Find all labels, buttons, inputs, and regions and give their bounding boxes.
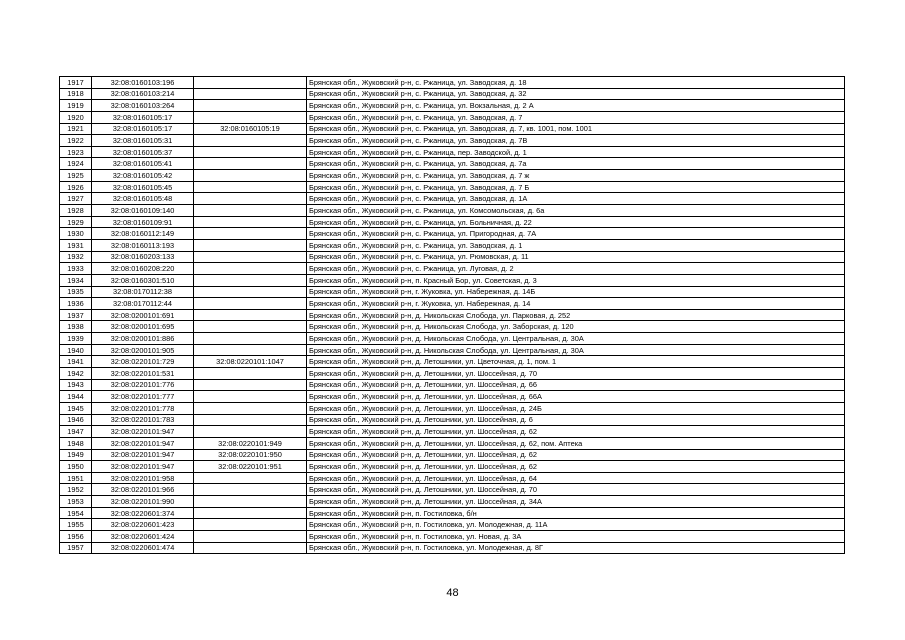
row-number-cell: 1923 bbox=[60, 146, 92, 158]
cadastral-number-cell: 32:08:0200101:886 bbox=[92, 333, 194, 345]
cadastral-number-cell: 32:08:0160105:37 bbox=[92, 146, 194, 158]
row-number-cell: 1952 bbox=[60, 484, 92, 496]
cadastral-number-cell: 32:08:0220601:424 bbox=[92, 530, 194, 542]
address-cell: Брянская обл., Жуковский р-н, с. Ржаница, ул. Заводская, д. 18 bbox=[307, 77, 845, 89]
cadastral-number-cell: 32:08:0160301:510 bbox=[92, 274, 194, 286]
row-number-cell: 1921 bbox=[60, 123, 92, 135]
address-cell: Брянская обл., Жуковский р-н, г. Жуковка, ул. Набережная, д. 14 bbox=[307, 298, 845, 310]
sub-cadastral-number-cell bbox=[194, 216, 307, 228]
sub-cadastral-number-cell bbox=[194, 111, 307, 123]
address-cell: Брянская обл., Жуковский р-н, с. Ржаница, ул. Заводская, д. 7В bbox=[307, 135, 845, 147]
table-row bbox=[60, 530, 845, 542]
table-row bbox=[60, 170, 845, 182]
sub-cadastral-number-cell: 32:08:0220101:950 bbox=[194, 449, 307, 461]
table-row bbox=[60, 77, 845, 89]
sub-cadastral-number-cell bbox=[194, 228, 307, 240]
sub-cadastral-number-cell bbox=[194, 170, 307, 182]
sub-cadastral-number-cell bbox=[194, 402, 307, 414]
table-row bbox=[60, 146, 845, 158]
table-row bbox=[60, 263, 845, 275]
row-number-cell: 1941 bbox=[60, 356, 92, 368]
address-cell: Брянская обл., Жуковский р-н, с. Ржаница, пер. Заводской, д. 1 bbox=[307, 146, 845, 158]
cadastral-number-cell: 32:08:0160103:214 bbox=[92, 88, 194, 100]
sub-cadastral-number-cell bbox=[194, 496, 307, 508]
address-cell: Брянская обл., Жуковский р-н, с. Ржаница, ул. Заводская, д. 7, кв. 1001, пом. 1001 bbox=[307, 123, 845, 135]
table-row bbox=[60, 426, 845, 438]
cadastral-number-cell: 32:08:0160109:140 bbox=[92, 205, 194, 217]
cadastral-number-cell: 32:08:0220101:777 bbox=[92, 391, 194, 403]
table-row bbox=[60, 461, 845, 473]
table-row bbox=[60, 333, 845, 345]
address-cell: Брянская обл., Жуковский р-н, д. Летошники, ул. Шоссейная, д. 62 bbox=[307, 461, 845, 473]
row-number-cell: 1925 bbox=[60, 170, 92, 182]
sub-cadastral-number-cell bbox=[194, 368, 307, 380]
address-cell: Брянская обл., Жуковский р-н, с. Ржаница, ул. Заводская, д. 7 ж bbox=[307, 170, 845, 182]
sub-cadastral-number-cell bbox=[194, 333, 307, 345]
row-number-cell: 1934 bbox=[60, 274, 92, 286]
table-row bbox=[60, 414, 845, 426]
table-row bbox=[60, 100, 845, 112]
cadastral-number-cell: 32:08:0160105:42 bbox=[92, 170, 194, 182]
cadastral-number-cell: 32:08:0220101:958 bbox=[92, 472, 194, 484]
cadastral-number-cell: 32:08:0220101:776 bbox=[92, 379, 194, 391]
table-row bbox=[60, 135, 845, 147]
table-row bbox=[60, 472, 845, 484]
cadastral-number-cell: 32:08:0220101:531 bbox=[92, 368, 194, 380]
cadastral-number-cell: 32:08:0200101:905 bbox=[92, 344, 194, 356]
row-number-cell: 1917 bbox=[60, 77, 92, 89]
address-cell: Брянская обл., Жуковский р-н, п. Гостиловка, б/н bbox=[307, 507, 845, 519]
cadastral-number-cell: 32:08:0170112:38 bbox=[92, 286, 194, 298]
row-number-cell: 1927 bbox=[60, 193, 92, 205]
cadastral-number-cell: 32:08:0200101:691 bbox=[92, 309, 194, 321]
row-number-cell: 1922 bbox=[60, 135, 92, 147]
address-cell: Брянская обл., Жуковский р-н, д. Летошники, ул. Шоссейная, д. 64 bbox=[307, 472, 845, 484]
address-cell: Брянская обл., Жуковский р-н, с. Ржаница, ул. Заводская, д. 1 bbox=[307, 239, 845, 251]
row-number-cell: 1942 bbox=[60, 368, 92, 380]
cadastral-number-cell: 32:08:0200101:695 bbox=[92, 321, 194, 333]
table-row bbox=[60, 298, 845, 310]
table-row bbox=[60, 507, 845, 519]
cadastral-number-cell: 32:08:0220101:778 bbox=[92, 402, 194, 414]
cadastral-number-cell: 32:08:0220101:966 bbox=[92, 484, 194, 496]
address-cell: Брянская обл., Жуковский р-н, д. Никольская Слобода, ул. Центральная, д. 30А bbox=[307, 344, 845, 356]
cadastral-number-cell: 32:08:0160105:45 bbox=[92, 181, 194, 193]
address-cell: Брянская обл., Жуковский р-н, д. Летошники, ул. Шоссейная, д. 34А bbox=[307, 496, 845, 508]
row-number-cell: 1955 bbox=[60, 519, 92, 531]
cadastral-number-cell: 32:08:0220101:947 bbox=[92, 461, 194, 473]
address-cell: Брянская обл., Жуковский р-н, с. Ржаница, ул. Заводская, д. 1А bbox=[307, 193, 845, 205]
table-row bbox=[60, 449, 845, 461]
table-row bbox=[60, 356, 845, 368]
cadastral-number-cell: 32:08:0220601:423 bbox=[92, 519, 194, 531]
address-cell: Брянская обл., Жуковский р-н, д. Летошники, ул. Шоссейная, д. 66 bbox=[307, 379, 845, 391]
cadastral-number-cell: 32:08:0160112:149 bbox=[92, 228, 194, 240]
row-number-cell: 1951 bbox=[60, 472, 92, 484]
row-number-cell: 1930 bbox=[60, 228, 92, 240]
sub-cadastral-number-cell bbox=[194, 88, 307, 100]
table-row bbox=[60, 228, 845, 240]
address-cell: Брянская обл., Жуковский р-н, д. Летошники, ул. Шоссейная, д. 70 bbox=[307, 484, 845, 496]
row-number-cell: 1918 bbox=[60, 88, 92, 100]
address-cell: Брянская обл., Жуковский р-н, д. Летошники, ул. Шоссейная, д. 70 bbox=[307, 368, 845, 380]
address-cell: Брянская обл., Жуковский р-н, д. Летошники, ул. Шоссейная, д. 62 bbox=[307, 426, 845, 438]
cadastral-number-cell: 32:08:0220101:990 bbox=[92, 496, 194, 508]
cadastral-number-cell: 32:08:0220601:474 bbox=[92, 542, 194, 554]
row-number-cell: 1950 bbox=[60, 461, 92, 473]
table-row bbox=[60, 344, 845, 356]
address-cell: Брянская обл., Жуковский р-н, д. Никольская Слобода, ул. Центральная, д. 30А bbox=[307, 333, 845, 345]
row-number-cell: 1932 bbox=[60, 251, 92, 263]
address-cell: Брянская обл., Жуковский р-н, д. Летошники, ул. Шоссейная, д. 6 bbox=[307, 414, 845, 426]
address-cell: Брянская обл., Жуковский р-н, с. Ржаница, ул. Больничная, д. 22 bbox=[307, 216, 845, 228]
table-row bbox=[60, 286, 845, 298]
row-number-cell: 1939 bbox=[60, 333, 92, 345]
sub-cadastral-number-cell bbox=[194, 391, 307, 403]
table-row bbox=[60, 496, 845, 508]
address-cell: Брянская обл., Жуковский р-н, с. Ржаница, ул. Комсомольская, д. 6а bbox=[307, 205, 845, 217]
cadastral-number-cell: 32:08:0160105:31 bbox=[92, 135, 194, 147]
sub-cadastral-number-cell: 32:08:0160105:19 bbox=[194, 123, 307, 135]
sub-cadastral-number-cell bbox=[194, 193, 307, 205]
row-number-cell: 1954 bbox=[60, 507, 92, 519]
address-cell: Брянская обл., Жуковский р-н, с. Ржаница, ул. Заводская, д. 32 bbox=[307, 88, 845, 100]
address-cell: Брянская обл., Жуковский р-н, д. Летошники, ул. Шоссейная, д. 24Б bbox=[307, 402, 845, 414]
table-row bbox=[60, 193, 845, 205]
table-row bbox=[60, 251, 845, 263]
sub-cadastral-number-cell bbox=[194, 158, 307, 170]
address-cell: Брянская обл., Жуковский р-н, д. Летошники, ул. Шоссейная, д. 62 bbox=[307, 449, 845, 461]
table-row bbox=[60, 216, 845, 228]
sub-cadastral-number-cell bbox=[194, 519, 307, 531]
sub-cadastral-number-cell bbox=[194, 309, 307, 321]
address-cell: Брянская обл., Жуковский р-н, д. Летошники, ул. Шоссейная, д. 66А bbox=[307, 391, 845, 403]
sub-cadastral-number-cell bbox=[194, 484, 307, 496]
sub-cadastral-number-cell bbox=[194, 205, 307, 217]
sub-cadastral-number-cell bbox=[194, 251, 307, 263]
address-cell: Брянская обл., Жуковский р-н, д. Летошники, ул. Шоссейная, д. 62, пом. Аптека bbox=[307, 437, 845, 449]
cadastral-number-cell: 32:08:0160105:17 bbox=[92, 123, 194, 135]
address-cell: Брянская обл., Жуковский р-н, с. Ржаница, ул. Заводская, д. 7а bbox=[307, 158, 845, 170]
address-cell: Брянская обл., Жуковский р-н, с. Ржаница, ул. Рюмовская, д. 11 bbox=[307, 251, 845, 263]
address-cell: Брянская обл., Жуковский р-н, с. Ржаница, ул. Заводская, д. 7 Б bbox=[307, 181, 845, 193]
address-cell: Брянская обл., Жуковский р-н, с. Ржаница, ул. Заводская, д. 7 bbox=[307, 111, 845, 123]
cadastral-number-cell: 32:08:0160103:264 bbox=[92, 100, 194, 112]
address-cell: Брянская обл., Жуковский р-н, д. Никольская Слобода, ул. Парковая, д. 252 bbox=[307, 309, 845, 321]
sub-cadastral-number-cell bbox=[194, 146, 307, 158]
table-row bbox=[60, 484, 845, 496]
row-number-cell: 1943 bbox=[60, 379, 92, 391]
row-number-cell: 1940 bbox=[60, 344, 92, 356]
cadastral-number-cell: 32:08:0220101:947 bbox=[92, 449, 194, 461]
row-number-cell: 1956 bbox=[60, 530, 92, 542]
table-row bbox=[60, 402, 845, 414]
address-cell: Брянская обл., Жуковский р-н, д. Никольская Слобода, ул. Заборская, д. 120 bbox=[307, 321, 845, 333]
cadastral-number-cell: 32:08:0160105:17 bbox=[92, 111, 194, 123]
table-row bbox=[60, 88, 845, 100]
row-number-cell: 1945 bbox=[60, 402, 92, 414]
sub-cadastral-number-cell bbox=[194, 344, 307, 356]
row-number-cell: 1947 bbox=[60, 426, 92, 438]
sub-cadastral-number-cell bbox=[194, 274, 307, 286]
row-number-cell: 1924 bbox=[60, 158, 92, 170]
sub-cadastral-number-cell bbox=[194, 263, 307, 275]
address-cell: Брянская обл., Жуковский р-н, г. Жуковка, ул. Набережная, д. 14Б bbox=[307, 286, 845, 298]
sub-cadastral-number-cell bbox=[194, 530, 307, 542]
cadastral-number-cell: 32:08:0220101:947 bbox=[92, 426, 194, 438]
sub-cadastral-number-cell bbox=[194, 298, 307, 310]
row-number-cell: 1926 bbox=[60, 181, 92, 193]
table-row bbox=[60, 542, 845, 554]
sub-cadastral-number-cell bbox=[194, 426, 307, 438]
row-number-cell: 1937 bbox=[60, 309, 92, 321]
row-number-cell: 1936 bbox=[60, 298, 92, 310]
row-number-cell: 1948 bbox=[60, 437, 92, 449]
table-row bbox=[60, 239, 845, 251]
row-number-cell: 1935 bbox=[60, 286, 92, 298]
cadastral-number-cell: 32:08:0220101:947 bbox=[92, 437, 194, 449]
cadastral-number-cell: 32:08:0160208:220 bbox=[92, 263, 194, 275]
row-number-cell: 1938 bbox=[60, 321, 92, 333]
cadastral-number-cell: 32:08:0160109:91 bbox=[92, 216, 194, 228]
row-number-cell: 1933 bbox=[60, 263, 92, 275]
cadastral-number-cell: 32:08:0160113:193 bbox=[92, 239, 194, 251]
table-row bbox=[60, 205, 845, 217]
cadastral-number-cell: 32:08:0170112:44 bbox=[92, 298, 194, 310]
sub-cadastral-number-cell bbox=[194, 379, 307, 391]
sub-cadastral-number-cell bbox=[194, 286, 307, 298]
row-number-cell: 1928 bbox=[60, 205, 92, 217]
cadastral-number-cell: 32:08:0160203:133 bbox=[92, 251, 194, 263]
cadastral-number-cell: 32:08:0160105:41 bbox=[92, 158, 194, 170]
table-row bbox=[60, 123, 845, 135]
table-row bbox=[60, 437, 845, 449]
table-row bbox=[60, 519, 845, 531]
address-cell: Брянская обл., Жуковский р-н, п. Гостиловка, ул. Молодежная, д. 11А bbox=[307, 519, 845, 531]
table-row bbox=[60, 111, 845, 123]
row-number-cell: 1929 bbox=[60, 216, 92, 228]
registry-table-body bbox=[60, 77, 845, 554]
cadastral-number-cell: 32:08:0220601:374 bbox=[92, 507, 194, 519]
row-number-cell: 1957 bbox=[60, 542, 92, 554]
row-number-cell: 1953 bbox=[60, 496, 92, 508]
sub-cadastral-number-cell bbox=[194, 181, 307, 193]
address-cell: Брянская обл., Жуковский р-н, п. Гостиловка, ул. Новая, д. 3А bbox=[307, 530, 845, 542]
table-row bbox=[60, 181, 845, 193]
table-row bbox=[60, 368, 845, 380]
page-number: 48 bbox=[446, 587, 459, 599]
address-cell: Брянская обл., Жуковский р-н, с. Ржаница, ул. Пригородная, д. 7А bbox=[307, 228, 845, 240]
sub-cadastral-number-cell bbox=[194, 507, 307, 519]
sub-cadastral-number-cell bbox=[194, 239, 307, 251]
sub-cadastral-number-cell bbox=[194, 414, 307, 426]
row-number-cell: 1949 bbox=[60, 449, 92, 461]
sub-cadastral-number-cell bbox=[194, 472, 307, 484]
address-cell: Брянская обл., Жуковский р-н, с. Ржаница, ул. Луговая, д. 2 bbox=[307, 263, 845, 275]
address-cell: Брянская обл., Жуковский р-н, п. Гостиловка, ул. Молодежная, д. 8Г bbox=[307, 542, 845, 554]
registry-table bbox=[59, 76, 845, 554]
cadastral-number-cell: 32:08:0160105:48 bbox=[92, 193, 194, 205]
sub-cadastral-number-cell bbox=[194, 77, 307, 89]
table-row bbox=[60, 309, 845, 321]
sub-cadastral-number-cell bbox=[194, 100, 307, 112]
address-cell: Брянская обл., Жуковский р-н, п. Красный Бор, ул. Советская, д. 3 bbox=[307, 274, 845, 286]
cadastral-number-cell: 32:08:0220101:729 bbox=[92, 356, 194, 368]
cadastral-number-cell: 32:08:0220101:783 bbox=[92, 414, 194, 426]
sub-cadastral-number-cell bbox=[194, 542, 307, 554]
table-row bbox=[60, 391, 845, 403]
row-number-cell: 1920 bbox=[60, 111, 92, 123]
address-cell: Брянская обл., Жуковский р-н, с. Ржаница, ул. Вокзальная, д. 2 А bbox=[307, 100, 845, 112]
row-number-cell: 1944 bbox=[60, 391, 92, 403]
row-number-cell: 1946 bbox=[60, 414, 92, 426]
sub-cadastral-number-cell: 32:08:0220101:1047 bbox=[194, 356, 307, 368]
cadastral-number-cell: 32:08:0160103:196 bbox=[92, 77, 194, 89]
table-row bbox=[60, 379, 845, 391]
registry-table-container bbox=[59, 76, 844, 554]
sub-cadastral-number-cell bbox=[194, 135, 307, 147]
sub-cadastral-number-cell: 32:08:0220101:949 bbox=[194, 437, 307, 449]
address-cell: Брянская обл., Жуковский р-н, д. Летошники, ул. Цветочная, д. 1, пом. 1 bbox=[307, 356, 845, 368]
row-number-cell: 1931 bbox=[60, 239, 92, 251]
table-row bbox=[60, 158, 845, 170]
sub-cadastral-number-cell: 32:08:0220101:951 bbox=[194, 461, 307, 473]
sub-cadastral-number-cell bbox=[194, 321, 307, 333]
table-row bbox=[60, 321, 845, 333]
row-number-cell: 1919 bbox=[60, 100, 92, 112]
table-row bbox=[60, 274, 845, 286]
